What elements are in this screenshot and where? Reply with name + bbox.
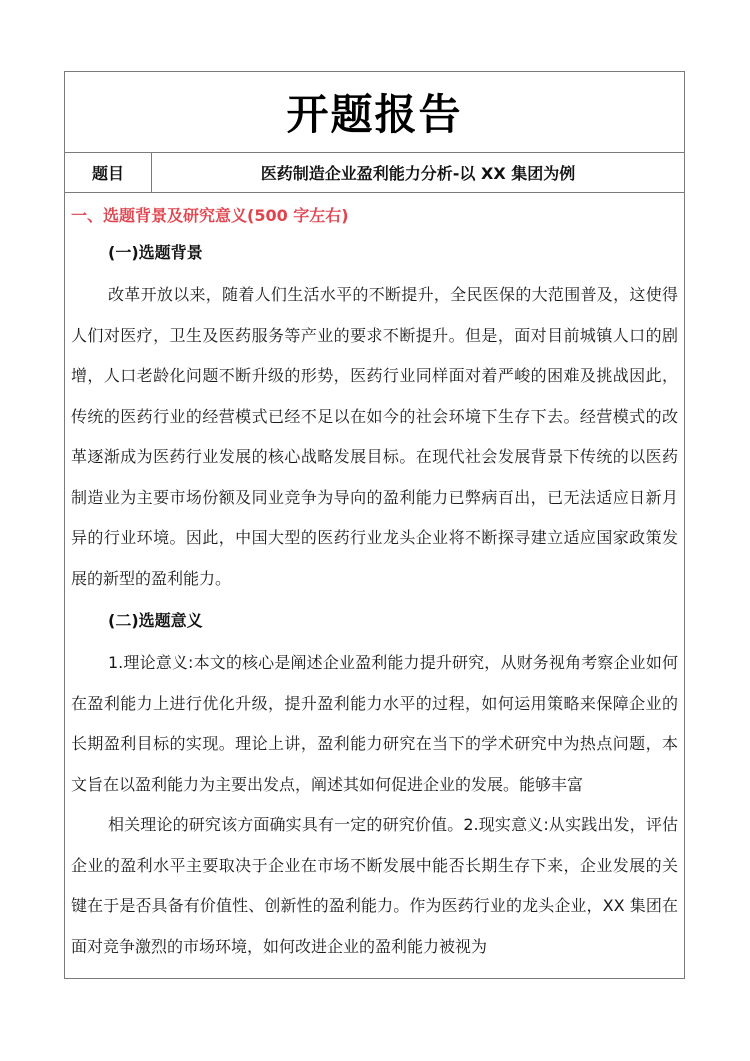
background-paragraph: 改革开放以来，随着人们生活水平的不断提升，全民医保的大范围普及，这使得人们对医疗，卫生及医药服务等产业的要求不断提升。但是，面对目前城镇人口的剧增，人口老龄化问题不断升级的形势，医药行业同样面对着严峻的困难及挑战因此，传统的医药行业的经营模式已经不足以在如今的社会环境下生存下去。经营模式的改革逐渐成为医药行业发展的核心战略发展目标。在现代社会发展背景下传统的以医药制造业为主要市场份额及同业竞争为导向的盈利能力已弊病百出，已无法适应日新月异的行业环境。因此，中国大型的医药行业龙头企业将不断探寻建立适应国家政策发展的新型的盈利能力。 [71, 285, 678, 588]
significance-paragraph-1: 1.理论意义:本文的核心是阐述企业盈利能力提升研究，从财务视角考察企业如何在盈利能力上进行优化升级，提升盈利能力水平的过程，如何运用策略来保障企业的长期盈利目标的实现。理论上讲，盈利能力研究在当下的学术研究中为热点问题，本文旨在以盈利能力为主要出发点，阐述其如何促进企业的发展。能够丰富 [71, 653, 678, 794]
topic-label: 题目 [65, 153, 152, 192]
subsection-significance-heading: (二)选题意义 [108, 611, 203, 630]
title-row [65, 72, 684, 153]
subsection-background-heading: (一)选题背景 [108, 243, 203, 262]
report-title: 开题报告 [286, 90, 463, 139]
report-body [65, 193, 684, 967]
topic-row [65, 153, 684, 193]
section-heading: 一、选题背景及研究意义(500 字左右) [71, 206, 349, 225]
topic-value: 医药制造企业盈利能力分析-以 XX 集团为例 [260, 164, 576, 183]
significance-paragraph-2: 相关理论的研究该方面确实具有一定的研究价值。2.现实意义:从实践出发，评估企业的盈利水平主要取决于企业在市场不断发展中能否长期生存下来，企业发展的关键在于是否具备有价值性、创新性的盈利能力。作为医药行业的龙头企业，XX 集团在面对竞争激烈的市场环境，如何改进企业的盈利能力被视为 [71, 815, 678, 956]
report-table [64, 71, 685, 979]
